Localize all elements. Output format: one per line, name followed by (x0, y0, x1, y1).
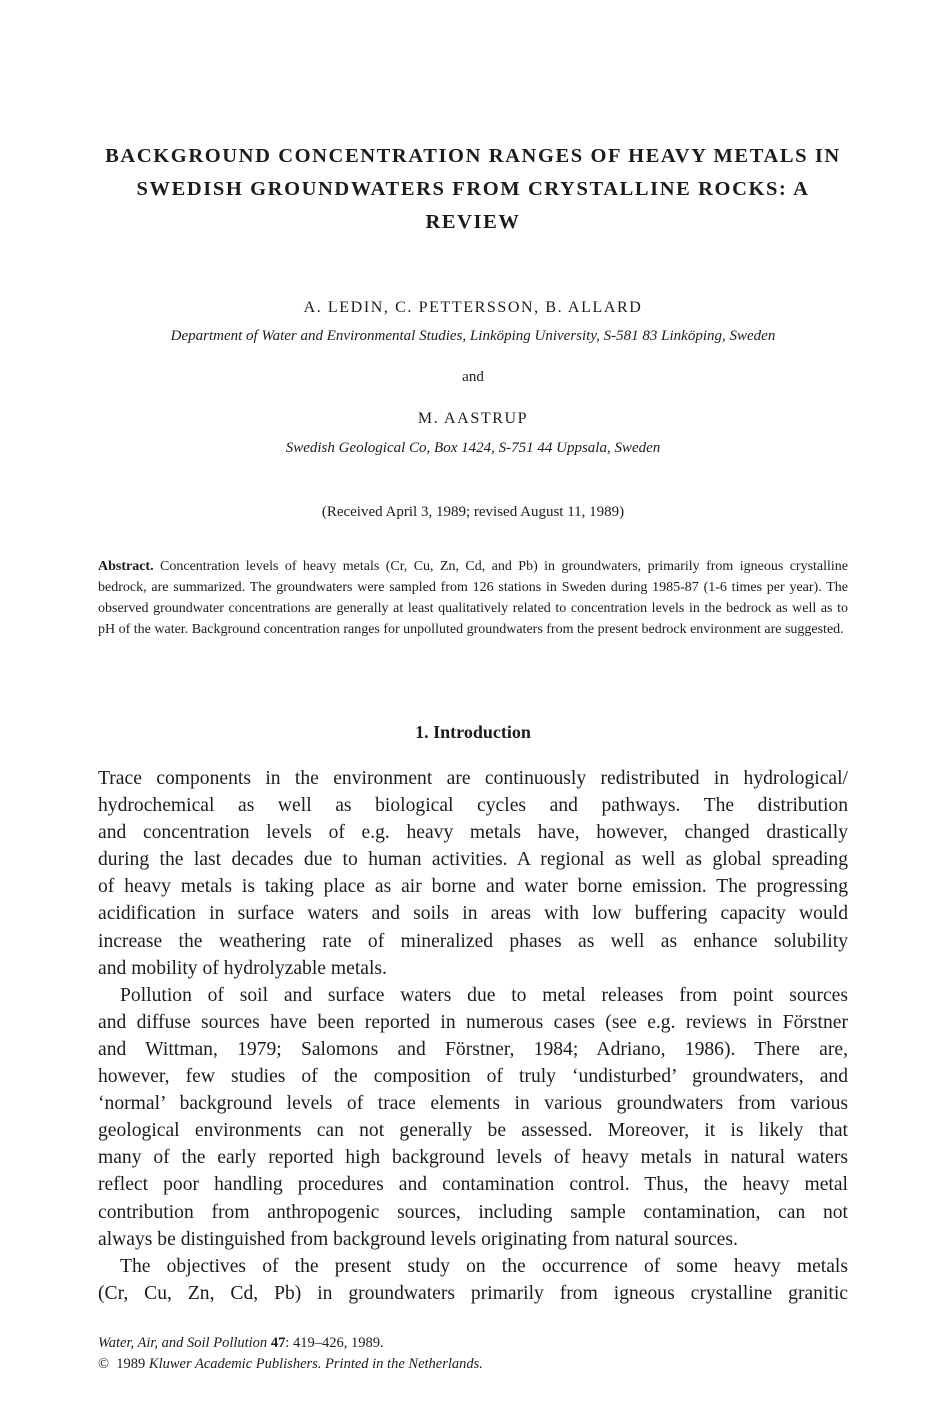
page-footer (98, 1333, 483, 1375)
abstract-line: Concentration levels of heavy metals (Cr, Cu, Zn, Cd, and Pb) in groundwaters, primarily (160, 559, 700, 574)
authors-secondary: M. AASTRUP (417, 410, 529, 427)
body-line: acidification in surface waters and soils in areas with low buffering capacity would (98, 903, 848, 925)
copyright-icon: © (98, 1356, 110, 1372)
body-line: and concentration levels of e.g. heavy metals have, however, changed drastically (98, 822, 848, 844)
abstract-line: at least qualitatively related to concentration levels in the bedrock as well as to pH of the water. (98, 601, 848, 637)
abstract-line: from igneous crystalline bedrock, are summarized. The groundwaters were sampled from 126 stations (98, 559, 849, 595)
abstract-label: Abstract. (98, 559, 154, 574)
body-line: reflect poor handling procedures and contamination control. Thus, the heavy metal (98, 1174, 848, 1196)
publisher-notice: Kluwer Academic Publishers. Printed in the Netherlands. (148, 1356, 483, 1372)
body-line: The objectives of the present study on the occurrence of some heavy metals (120, 1255, 848, 1277)
journal-name: Water, Air, and Soil Pollution (98, 1335, 268, 1351)
affiliation-primary: Department of Water and Environmental Studies, Linköping University, S-581 83 Linköping, Sweden (170, 328, 776, 344)
body-line: Trace components in the environment are continuously redistributed in hydrological/ (98, 768, 848, 789)
body-line: (Cr, Cu, Zn, Cd, Pb) in groundwaters primarily from igneous crystalline granitic (98, 1282, 848, 1304)
copyright-line (98, 1354, 483, 1375)
section-heading-introduction: 1. Introduction (415, 722, 531, 742)
abstract-line: are suggested. (764, 622, 844, 637)
abstract-line: Background concentration ranges for unpolluted groundwaters from the present bedrock environment (191, 622, 761, 637)
body-line: geological environments can not generally be assessed. Moreover, it is likely that (98, 1120, 848, 1142)
introduction-body (98, 765, 848, 1307)
body-line: during the last decades due to human activities. A regional as well as global spreading (98, 849, 848, 871)
body-line: however, few studies of the composition of truly ‘undisturbed’ groundwaters, and (98, 1066, 848, 1088)
body-line: always be distinguished from background levels originating from natural sources. (98, 1228, 738, 1250)
title-line-1: BACKGROUND CONCENTRATION RANGES OF HEAVY METALS IN (105, 145, 841, 167)
journal-citation (98, 1333, 483, 1354)
body-line: many of the early reported high background levels of heavy metals in natural waters (98, 1147, 848, 1169)
received-dates: (Received April 3, 1989; revised August 11, 1989) (321, 504, 625, 520)
body-line: increase the weathering rate of mineralized phases as well as enhance solubility (98, 930, 848, 952)
copyright-year: 1989 (116, 1356, 146, 1372)
title-line-2: SWEDISH GROUNDWATERS FROM CRYSTALLINE ROCKS: A (136, 178, 810, 200)
body-line: and mobility of hydrolyzable metals. (98, 957, 387, 979)
author-conjunction: and (462, 369, 484, 385)
abstract-line: in Sweden during 1985-87 (1-6 times per year). The observed groundwater concentrations are generally (98, 580, 849, 616)
journal-volume: 47 (270, 1335, 286, 1351)
body-line: and Wittman, 1979; Salomons and Förstner, 1984; Adriano, 1986). There are, (98, 1038, 848, 1060)
abstract (98, 556, 848, 640)
authors-primary: A. LEDIN, C. PETTERSSON, B. ALLARD (303, 299, 643, 316)
body-line: Pollution of soil and surface waters due to metal releases from point sources (120, 984, 848, 1006)
title-line-3: REVIEW (425, 211, 521, 233)
body-line: hydrochemical as well as biological cycles and pathways. The distribution (98, 795, 848, 817)
journal-pages: : 419–426, 1989. (285, 1335, 384, 1351)
body-line: and diffuse sources have been reported in numerous cases (see e.g. reviews in Förstner (98, 1011, 848, 1033)
body-line: contribution from anthropogenic sources, including sample contamination, can not (98, 1201, 848, 1223)
paper-title (90, 140, 856, 239)
affiliation-secondary: Swedish Geological Co, Box 1424, S-751 44 Uppsala, Sweden (285, 440, 661, 456)
body-line: ‘normal’ background levels of trace elements in various groundwaters from various (98, 1093, 848, 1115)
body-line: of heavy metals is taking place as air borne and water borne emission. The progressing (98, 876, 848, 898)
